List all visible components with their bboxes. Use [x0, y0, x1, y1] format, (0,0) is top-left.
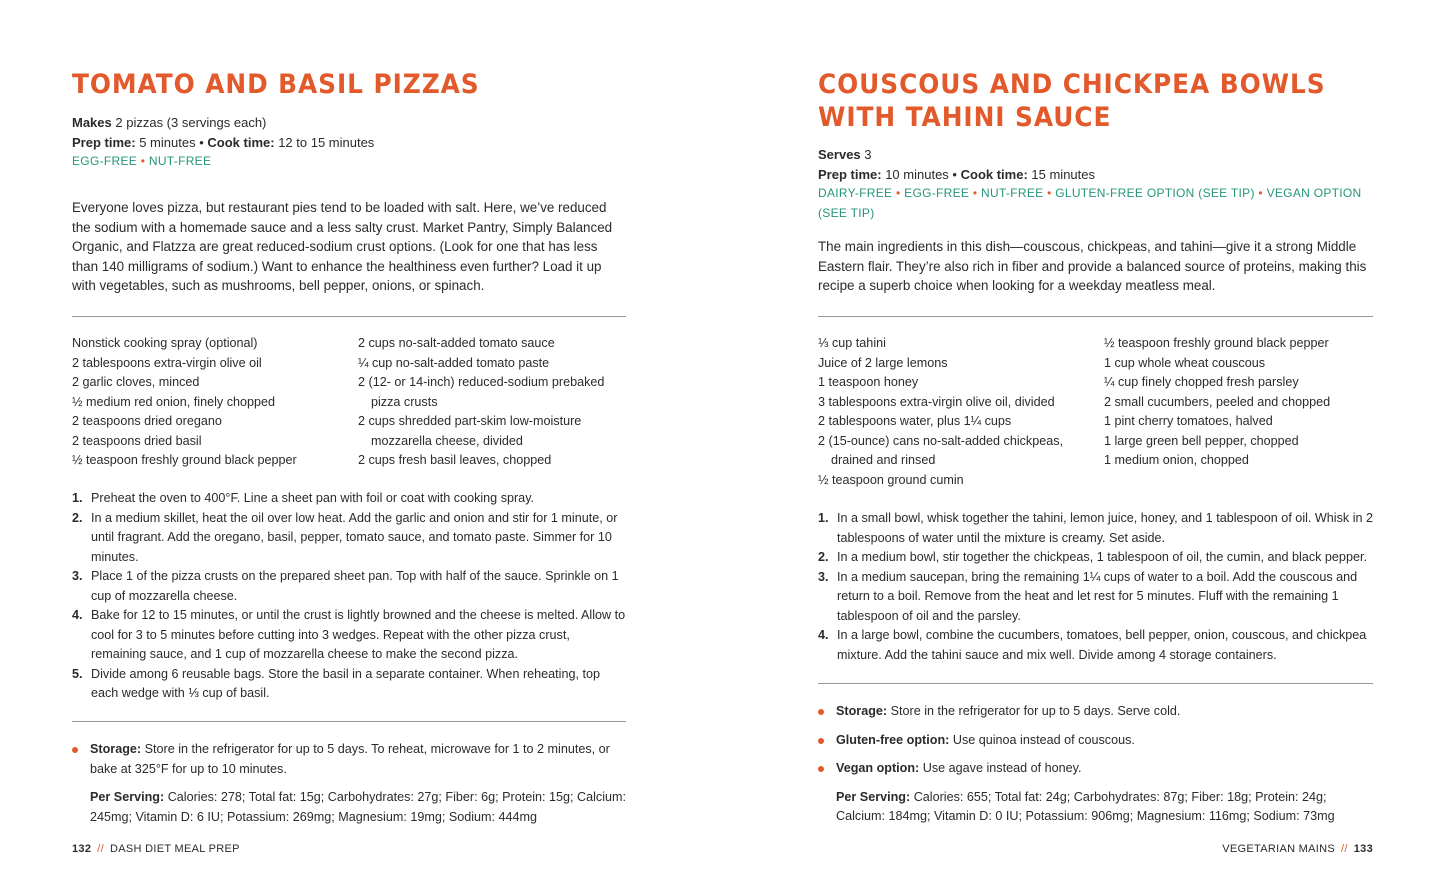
- divider: [818, 683, 1373, 684]
- ingredient-item: Juice of 2 large lemons: [818, 355, 948, 370]
- diet-tags: [72, 152, 374, 172]
- yield-line: [72, 113, 374, 133]
- ingredient-item: ¼ cup finely chopped fresh parsley: [1104, 375, 1299, 389]
- title-line: COUSCOUS AND CHICKPEA BOWLS: [818, 69, 1326, 100]
- step-item: [72, 489, 626, 509]
- step-text: In a medium bowl, stir together the chickpeas, 1 tablespoon of oil, the cumin, and black pepper.: [837, 550, 1367, 564]
- step-number: 2.: [818, 550, 829, 564]
- footer-separator: //: [1341, 843, 1348, 855]
- step-number: 5.: [72, 666, 83, 681]
- step-text: Bake for 12 to 15 minutes, or until the crust is lightly browned and the cheese is melted. Allow to cool for 3 to 5 minutes before cutting into 3 wedges. Repeat with the other pizza crust, remaining sauce, and 1 cup of mozzarella cheese to make the second pizza.: [91, 608, 626, 661]
- storage-note: [818, 702, 1373, 722]
- step-text: Divide among 6 reusable bags. Store the basil in a separate container. When reheating, top each wedge with ⅓ cup of basil.: [91, 666, 600, 700]
- ingredient-item: 2 tablespoons extra-virgin olive oil: [72, 355, 262, 370]
- step-text: In a large bowl, combine the cucumbers, tomatoes, bell pepper, onion, couscous, and chickpea mixture. Add the tahini sauce and mix well. Divide among 4 storage containers.: [837, 628, 1367, 662]
- ingredient-item: 2 teaspoons dried basil: [72, 433, 202, 448]
- step-text: Preheat the oven to 400°F. Line a sheet pan with foil or coat with cooking spray.: [91, 491, 535, 505]
- ingredients-column: [358, 334, 604, 471]
- diet-tag: GLUTEN-FREE OPTION (SEE TIP): [1055, 186, 1255, 200]
- diet-tag: VEGAN OPTION (SEE TIP): [818, 186, 1362, 220]
- storage-label: Storage:: [90, 742, 142, 756]
- diet-tag: EGG-FREE: [904, 186, 970, 200]
- ingredient-item: 2 cups shredded part-skim low-moisture: [358, 414, 582, 428]
- meta-separator: •: [199, 134, 204, 150]
- diet-tag: DAIRY-FREE: [818, 186, 893, 200]
- makes-value: 2 pizzas (3 servings each): [115, 115, 267, 130]
- prep-label: Prep time:: [72, 134, 136, 150]
- per-serving-label: Per Serving:: [836, 789, 911, 804]
- recipe-notes: [72, 740, 626, 827]
- ingredient-item: 1 large green bell pepper, chopped: [1104, 433, 1299, 448]
- recipe-intro: Everyone loves pizza, but restaurant pies tend to be loaded with salt. Here, we’ve reduced the sodium with a homemade sauce and a less salty crust. Market Pantry, Simply Balanced Organic, and Flatzza are great reduced-sodium crust options. (Look for one that has less than 140 milligrams of sodium.) Want to enhance the healthiness even further? Load it up with vegetables, such as mushrooms, bell pepper, onions, or spinach.: [72, 200, 613, 293]
- prep-label: Prep time:: [818, 166, 882, 182]
- vegan-label: Vegan option:: [836, 761, 920, 775]
- step-item: [72, 606, 626, 665]
- ingredient-item: 2 (12- or 14-inch) reduced-sodium prebaked: [358, 375, 605, 389]
- serves-label: Serves: [818, 147, 861, 162]
- tag-separator: •: [972, 186, 978, 200]
- gluten-free-label: Gluten-free option:: [836, 732, 950, 747]
- step-item: [72, 509, 626, 568]
- tag-separator: •: [140, 154, 146, 168]
- recipe-meta: [72, 113, 374, 172]
- recipe-steps: [72, 489, 626, 704]
- makes-label: Makes: [72, 115, 112, 130]
- page-footer: [72, 843, 240, 855]
- recipe-title: TOMATO AND BASIL PIZZAS: [72, 69, 480, 100]
- ingredient-item: 2 garlic cloves, minced: [72, 375, 200, 389]
- ingredients-list: [818, 334, 1373, 490]
- page-number: 132: [72, 843, 92, 855]
- step-item: [818, 548, 1373, 568]
- ingredient-item: 2 tablespoons water, plus 1¼ cups: [818, 414, 1012, 428]
- recipe-notes: [818, 702, 1373, 827]
- step-text: In a small bowl, whisk together the tahini, lemon juice, honey, and 1 tablespoon of oil. Whisk in 2 tablespoons of water until the mixture is creamy. Set aside.: [837, 511, 1373, 545]
- step-text: In a medium skillet, heat the oil over low heat. Add the garlic and onion and stir for 1 minute, or until fragrant. Add the oregano, basil, pepper, tomato sauce, and tomato paste. Simmer for 10 minutes.: [91, 510, 618, 564]
- page-number: 133: [1353, 843, 1373, 855]
- step-item: [72, 665, 626, 704]
- recipe-intro: The main ingredients in this dish—couscous, chickpeas, and tahini—give it a strong Middle Eastern flair. They’re also rich in fiber and provide a balanced source of proteins, making this recipe a superb choice when looking for a weekday meatless meal.: [818, 239, 1367, 293]
- step-number: 1.: [72, 491, 83, 505]
- divider: [72, 316, 626, 317]
- cook-value: 15 minutes: [1031, 166, 1095, 182]
- ingredient-item: 1 medium onion, chopped: [1104, 453, 1249, 467]
- ingredient-item: ½ teaspoon freshly ground black pepper: [72, 453, 297, 467]
- step-number: 1.: [818, 511, 829, 525]
- diet-tag: NUT-FREE: [148, 154, 212, 168]
- step-number: 4.: [818, 628, 829, 642]
- recipe-meta: [818, 145, 1373, 223]
- time-line: [818, 165, 1373, 185]
- yield-line: [818, 145, 1373, 165]
- ingredient-item-continued: mozzarella cheese, divided: [371, 433, 523, 448]
- page-footer: [1222, 843, 1373, 855]
- ingredient-item: 1 teaspoon honey: [818, 375, 919, 389]
- storage-note: [72, 740, 626, 779]
- per-serving: [818, 788, 1373, 827]
- step-item: [818, 509, 1373, 548]
- ingredient-item: 3 tablespoons extra-virgin olive oil, divided: [818, 394, 1055, 409]
- ingredient-item: 2 cups no-salt-added tomato sauce: [358, 336, 555, 350]
- divider: [72, 721, 626, 722]
- diet-tag: EGG-FREE: [72, 154, 138, 168]
- diet-tag: NUT-FREE: [981, 186, 1044, 200]
- ingredient-item: 2 cups fresh basil leaves, chopped: [358, 453, 552, 467]
- ingredient-item: ⅓ cup tahini: [818, 336, 886, 350]
- footer-separator: //: [97, 843, 104, 855]
- ingredient-item: 2 (15-ounce) cans no-salt-added chickpeas,: [818, 433, 1064, 448]
- ingredient-item: 2 small cucumbers, peeled and chopped: [1104, 394, 1331, 409]
- section-title: VEGETARIAN MAINS: [1222, 843, 1336, 855]
- recipe-steps: [818, 509, 1373, 665]
- right-page: [818, 0, 1373, 891]
- step-text: Place 1 of the pizza crusts on the prepared sheet pan. Top with half of the sauce. Sprinkle on 1 cup of mozzarella cheese.: [91, 569, 619, 603]
- step-item: [818, 626, 1373, 665]
- ingredients-list: [72, 334, 626, 471]
- per-serving-text: Calories: 655; Total fat: 24g; Carbohydrates: 87g; Fiber: 18g; Protein: 24g; Calcium: 184mg; Vitamin D: 0 IU; Potassium: 906mg; Magnesium: 116mg; Sodium: 73mg: [836, 789, 1335, 823]
- ingredient-item: ½ medium red onion, finely chopped: [72, 394, 276, 409]
- storage-text: Store in the refrigerator for up to 5 days. To reheat, microwave for 1 to 2 minutes, or bake at 325°F for up to 10 minutes.: [90, 742, 610, 776]
- book-title: DASH DIET MEAL PREP: [109, 843, 240, 855]
- ingredient-item: 1 cup whole wheat couscous: [1104, 355, 1266, 370]
- storage-text: Store in the refrigerator for up to 5 days. Serve cold.: [890, 704, 1181, 718]
- left-page: [72, 0, 626, 891]
- divider: [818, 316, 1373, 317]
- per-serving-label: Per Serving:: [90, 790, 165, 804]
- tag-separator: •: [1258, 186, 1263, 200]
- meta-separator: •: [952, 166, 957, 182]
- cook-label: Cook time:: [207, 134, 275, 150]
- ingredient-item-continued: drained and rinsed: [831, 453, 936, 467]
- bullet-icon: [72, 747, 78, 753]
- bullet-icon: [818, 766, 824, 772]
- step-item: [818, 568, 1373, 627]
- ingredient-item: 2 teaspoons dried oregano: [72, 414, 222, 428]
- vegan-text: Use agave instead of honey.: [922, 761, 1082, 775]
- ingredient-item: 1 pint cherry tomatoes, halved: [1104, 414, 1273, 428]
- ingredient-item: ½ teaspoon freshly ground black pepper: [1104, 336, 1329, 350]
- cook-label: Cook time:: [960, 166, 1028, 182]
- bullet-icon: [818, 709, 824, 715]
- ingredient-item: ¼ cup no-salt-added tomato paste: [358, 355, 550, 370]
- cook-value: 12 to 15 minutes: [278, 134, 375, 150]
- step-text: In a medium saucepan, bring the remaining 1¼ cups of water to a boil. Add the couscous and return to a boil. Remove from the heat and let rest for 5 minutes. Fluff with the remaining 1 tablespoon of oil and the parsley.: [837, 569, 1358, 623]
- ingredient-item: Nonstick cooking spray (optional): [72, 336, 258, 350]
- step-number: 2.: [72, 510, 83, 525]
- ingredients-column: [818, 334, 1104, 490]
- prep-value: 10 minutes: [885, 166, 949, 182]
- vegan-note: [818, 759, 1373, 779]
- step-number: 3.: [818, 569, 829, 584]
- step-number: 4.: [72, 608, 83, 622]
- serves-value: 3: [864, 147, 872, 162]
- title-line: WITH TAHINI SAUCE: [818, 102, 1112, 133]
- ingredient-item-continued: pizza crusts: [371, 394, 438, 409]
- tag-separator: •: [896, 186, 901, 200]
- storage-label: Storage:: [836, 704, 888, 718]
- ingredient-item: ½ teaspoon ground cumin: [818, 472, 964, 487]
- step-item: [72, 567, 626, 606]
- per-serving: [72, 788, 626, 827]
- tag-separator: •: [1047, 186, 1052, 200]
- step-number: 3.: [72, 569, 83, 583]
- ingredients-column: [1104, 334, 1330, 490]
- recipe-title: [818, 68, 1326, 134]
- diet-tags: [818, 184, 1373, 223]
- bullet-icon: [818, 738, 824, 744]
- gluten-free-text: Use quinoa instead of couscous.: [952, 732, 1135, 747]
- time-line: [72, 133, 374, 153]
- gluten-free-note: [818, 731, 1373, 751]
- prep-value: 5 minutes: [139, 134, 196, 150]
- ingredients-column: [72, 334, 358, 471]
- per-serving-text: Calories: 278; Total fat: 15g; Carbohydrates: 27g; Fiber: 6g; Protein: 15g; Calcium: 245mg; Vitamin D: 6 IU; Potassium: 269mg; Magnesium: 19mg; Sodium: 444mg: [90, 790, 626, 824]
